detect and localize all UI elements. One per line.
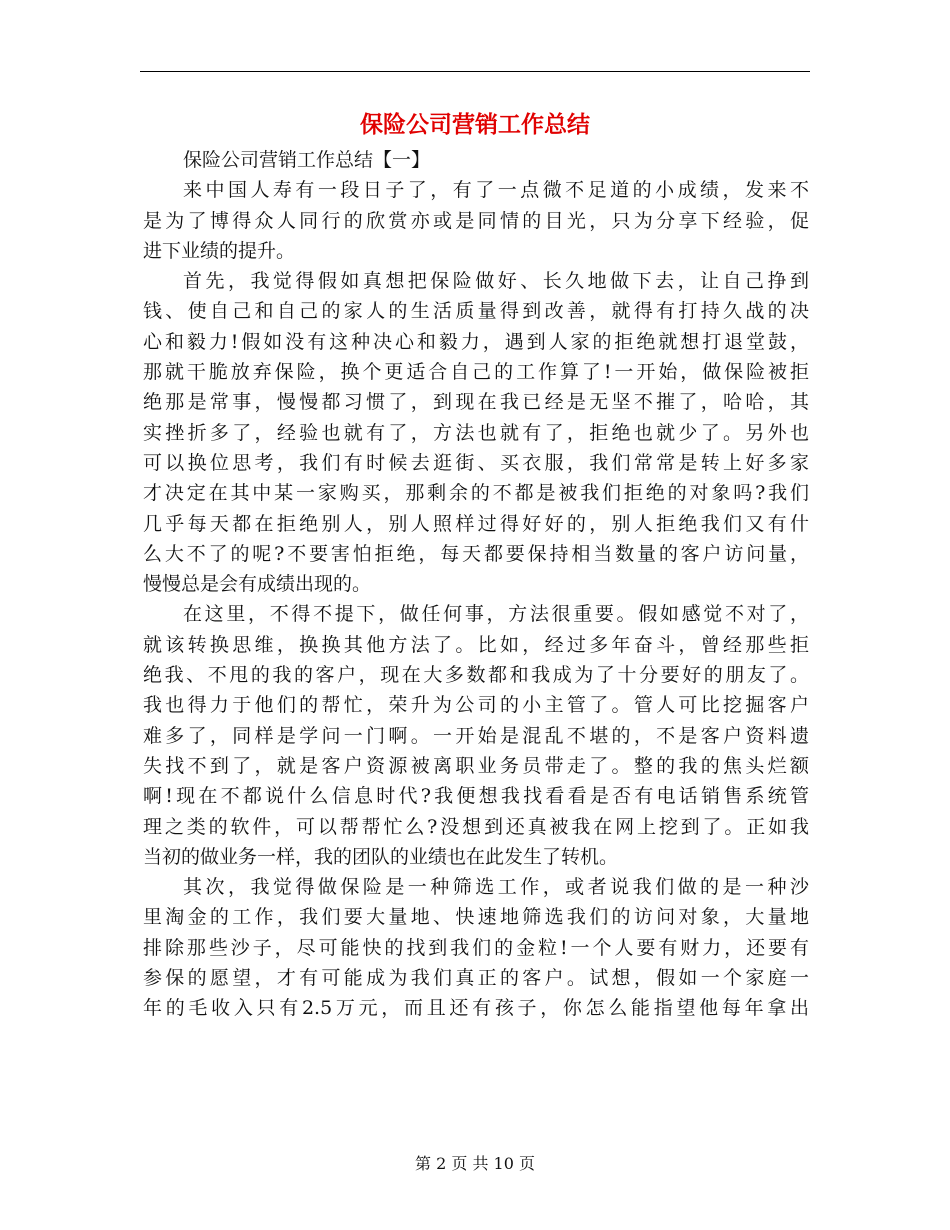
body-text-line: 就该转换思维，换换其他方法了。比如，经过多年奋斗，曾经那些拒 <box>143 633 809 656</box>
body-text-line: 其次，我觉得做保险是一种筛选工作，或者说我们做的是一种沙 <box>183 876 809 899</box>
body-text-line: 么大不了的呢?不要害怕拒绝，每天都要保持相当数量的客户访问量， <box>143 542 809 565</box>
body-text-line: 理之类的软件，可以帮帮忙么?没想到还真被我在网上挖到了。正如我 <box>143 815 809 838</box>
body-text-line: 难多了，同样是学问一门啊。一开始是混乱不堪的，不是客户资料遗 <box>143 724 809 747</box>
document-body <box>143 145 809 1024</box>
body-text-line: 保险公司营销工作总结【一】 <box>183 149 431 171</box>
body-text-line: 实挫折多了，经验也就有了，方法也就有了，拒绝也就少了。另外也 <box>143 421 809 444</box>
body-text-line: 当初的做业务一样，我的团队的业绩也在此发生了转机。 <box>143 845 619 868</box>
body-text-line: 失找不到了，就是客户资源被离职业务员带走了。整的我的焦头烂额 <box>143 754 809 777</box>
body-text-line: 啊!现在不都说什么信息时代?我便想我找看看是否有电话销售系统管 <box>143 785 809 808</box>
body-text-line: 我也得力于他们的帮忙，荣升为公司的小主管了。管人可比挖掘客户 <box>143 694 809 717</box>
body-text-line: 可以换位思考，我们有时候去逛街、买衣服，我们常常是转上好多家 <box>143 451 809 474</box>
body-text-line: 是为了博得众人同行的欣赏亦或是同情的目光，只为分享下经验，促 <box>143 209 809 232</box>
document-title: 保险公司营销工作总结 <box>360 112 590 138</box>
body-text-line: 年的毛收入只有2.5万元，而且还有孩子，你怎么能指望他每年拿出 <box>143 997 809 1020</box>
body-text-line: 才决定在其中某一家购买，那剩余的不都是被我们拒绝的对象吗?我们 <box>143 482 809 505</box>
body-text-line: 里淘金的工作，我们要大量地、快速地筛选我们的访问对象，大量地 <box>143 906 809 929</box>
header-rule <box>140 71 810 72</box>
body-text-line: 在这里，不得不提下，做任何事，方法很重要。假如感觉不对了， <box>183 603 809 626</box>
page-number-footer: 第 2 页 共 10 页 <box>415 1154 535 1173</box>
body-text-line: 慢慢总是会有成绩出现的。 <box>143 573 372 596</box>
body-text-line: 那就干脆放弃保险，换个更适合自己的工作算了!一开始，做保险被拒 <box>143 361 809 384</box>
body-text-line: 几乎每天都在拒绝别人，别人照样过得好好的，别人拒绝我们又有什 <box>143 512 809 535</box>
body-text-line: 绝那是常事，慢慢都习惯了，到现在我已经是无坚不摧了，哈哈，其 <box>143 391 809 414</box>
body-text-line: 首先，我觉得假如真想把保险做好、长久地做下去，让自己挣到 <box>183 270 809 293</box>
body-text-line: 心和毅力!假如没有这种决心和毅力，遇到人家的拒绝就想打退堂鼓， <box>143 330 809 353</box>
body-text-line: 来中国人寿有一段日子了，有了一点微不足道的小成绩，发来不 <box>183 179 809 202</box>
body-text-line: 排除那些沙子，尽可能快的找到我们的金粒!一个人要有财力，还要有 <box>143 936 809 959</box>
body-text-line: 进下业绩的提升。 <box>143 239 296 262</box>
body-text-line: 参保的愿望，才有可能成为我们真正的客户。试想，假如一个家庭一 <box>143 967 809 990</box>
body-text-line: 绝我、不甩的我的客户，现在大多数都和我成为了十分要好的朋友了。 <box>143 664 809 687</box>
body-text-line: 钱、使自己和自己的家人的生活质量得到改善，就得有打持久战的决 <box>143 300 809 323</box>
